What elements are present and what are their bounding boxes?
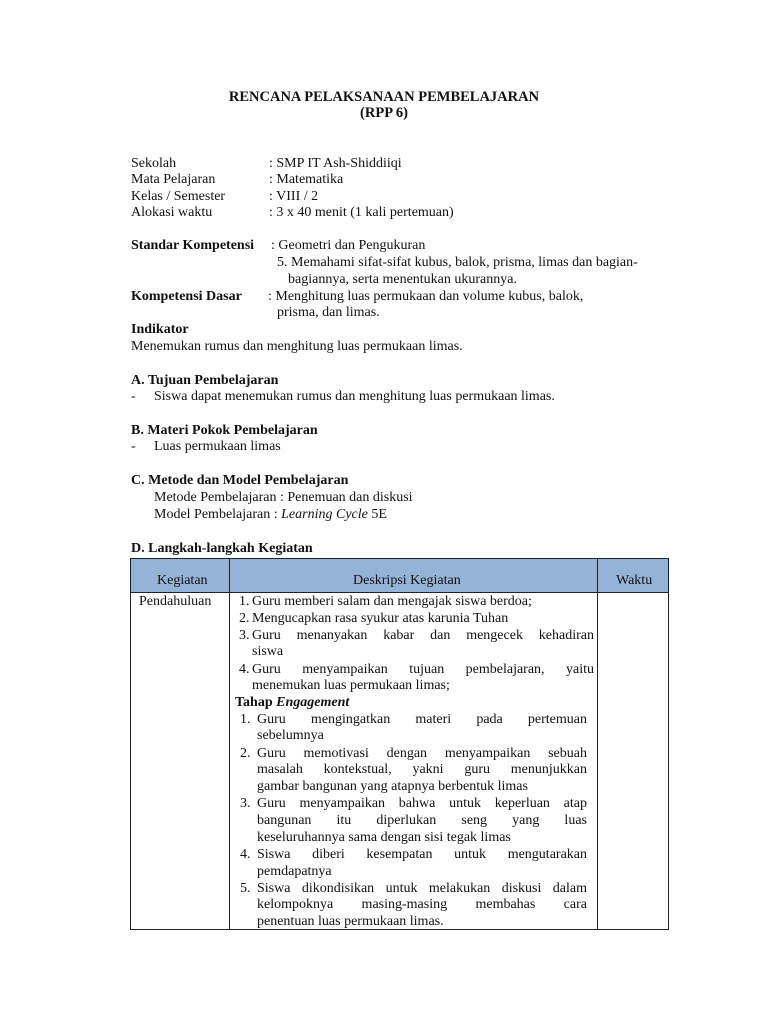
standar-item-line1: 5. Memahami sifat-sifat kubus, balok, prisma, limas dan bagian- — [277, 255, 638, 270]
header-cell-waktu — [598, 559, 669, 593]
standar-value: : Geometri dan Pengukuran — [271, 238, 426, 253]
table-row — [131, 593, 669, 930]
section-b-bullet: - — [131, 439, 136, 454]
engagement-item-text: pemdapatnya — [257, 864, 332, 879]
section-c-model — [154, 506, 387, 523]
description-content — [230, 593, 597, 929]
engagement-item-text: keseluruhannya sama dengan sisi tegak limas — [257, 830, 511, 845]
engagement-item-text: Guru menyampaikan bahwa untuk keperluan atap — [257, 796, 587, 811]
header-kegiatan: Kegiatan — [157, 573, 208, 588]
table-header-row — [131, 559, 669, 593]
engagement-item-text: Guru memotivasi dengan menyampaikan sebuah — [257, 746, 587, 761]
section-a-bullet: - — [131, 389, 136, 404]
section-a-heading: A. Tujuan Pembelajaran — [131, 373, 279, 388]
section-b-heading: B. Materi Pokok Pembelajaran — [131, 423, 318, 438]
tahap-heading — [235, 694, 349, 711]
kompetensi-value-line2: prisma, dan limas. — [277, 305, 380, 320]
engagement-item-text: penentuan luas permukaan limas. — [257, 914, 444, 929]
section-c-model-italic: Learning Cycle — [281, 507, 368, 522]
engagement-item-text: gambar bangunan yang atapnya berbentuk limas — [257, 779, 528, 794]
identity-value-time: : 3 x 40 menit (1 kali pertemuan) — [269, 205, 454, 220]
row-label: Pendahuluan — [139, 594, 212, 609]
row-time-cell — [598, 593, 669, 930]
document-title: RENCANA PELAKSANAAN PEMBELAJARAN — [228, 89, 540, 105]
standar-label: Standar Kompetensi — [131, 238, 255, 253]
engagement-item-text: Siswa diberi kesempatan untuk mengutarakan — [257, 847, 587, 862]
engagement-item-number: 3. — [240, 796, 251, 811]
engagement-item-number: 2. — [240, 746, 251, 761]
section-b-item: Luas permukaan limas — [154, 439, 281, 454]
section-d-heading: D. Langkah-langkah Kegiatan — [131, 541, 313, 556]
identity-value-school: : SMP IT Ash-Shiddiiqi — [269, 156, 402, 171]
engagement-item-number: 1. — [240, 712, 251, 727]
section-c-heading: C. Metode dan Model Pembelajaran — [131, 473, 349, 488]
kompetensi-value-line1: : Menghitung luas permukaan dan volume kubus, balok, — [268, 289, 584, 304]
identity-label-school: Sekolah — [131, 156, 177, 171]
identity-label-time: Alokasi waktu — [131, 205, 213, 220]
intro-item-number: 1. — [239, 594, 250, 609]
row-label-cell — [131, 593, 230, 930]
intro-item-number: 2. — [239, 611, 250, 626]
engagement-item-text: Guru mengingatkan materi pada pertemuan — [257, 712, 587, 727]
header-cell-kegiatan — [131, 559, 230, 593]
intro-item-number: 3. — [239, 628, 250, 643]
indikator-label: Indikator — [131, 322, 189, 337]
intro-item-text: Mengucapkan rasa syukur atas karunia Tuhan — [252, 611, 509, 626]
engagement-item-number: 4. — [240, 847, 251, 862]
header-deskripsi: Deskripsi Kegiatan — [353, 573, 461, 588]
intro-item-number: 4. — [239, 662, 250, 677]
header-cell-deskripsi — [230, 559, 598, 593]
intro-item-text: menemukan luas permukaan limas; — [252, 678, 450, 693]
intro-item-text: Guru memberi salam dan mengajak siswa berdoa; — [252, 594, 532, 609]
intro-item-text: Guru menyampaikan tujuan pembelajaran, yaitu — [252, 662, 594, 677]
section-c-metode: Metode Pembelajaran : Penemuan dan diskusi — [154, 490, 413, 505]
kompetensi-label: Kompetensi Dasar — [131, 289, 242, 304]
tahap-italic: Engagement — [276, 695, 350, 710]
activities-table — [130, 558, 669, 930]
section-c-model-prefix: Model Pembelajaran : — [154, 507, 282, 522]
engagement-item-text: bangunan itu diperlukan seng yang luas — [257, 813, 587, 828]
engagement-item-text: kelompoknya masing-masing membahas cara — [257, 897, 587, 912]
engagement-item-text: sebelumnya — [257, 728, 324, 743]
standar-item-line2: bagiannya, serta menentukan ukurannya. — [288, 272, 517, 287]
section-c-model-suffix: 5E — [367, 507, 387, 522]
indikator-text: Menemukan rumus dan menghitung luas permukaan limas. — [131, 339, 463, 354]
engagement-item-text: masalah kontekstual, yakni guru menunjukkan — [257, 762, 587, 777]
header-waktu: Waktu — [616, 573, 653, 588]
intro-item-text: siswa — [252, 644, 284, 659]
identity-value-class: : VIII / 2 — [269, 189, 319, 204]
engagement-item-text: Siswa dikondisikan untuk melakukan diskusi dalam — [257, 881, 587, 896]
row-description-cell — [230, 593, 598, 930]
identity-label-subject: Mata Pelajaran — [131, 172, 216, 187]
identity-value-subject: : Matematika — [269, 172, 344, 187]
tahap-prefix: Tahap — [235, 695, 277, 710]
document-subtitle: (RPP 6) — [360, 105, 408, 121]
intro-item-text: Guru menanyakan kabar dan mengecek kehadiran — [252, 628, 594, 643]
engagement-item-number: 5. — [240, 881, 251, 896]
identity-label-class: Kelas / Semester — [131, 189, 226, 204]
section-a-item: Siswa dapat menemukan rumus dan menghitung luas permukaan limas. — [154, 389, 555, 404]
